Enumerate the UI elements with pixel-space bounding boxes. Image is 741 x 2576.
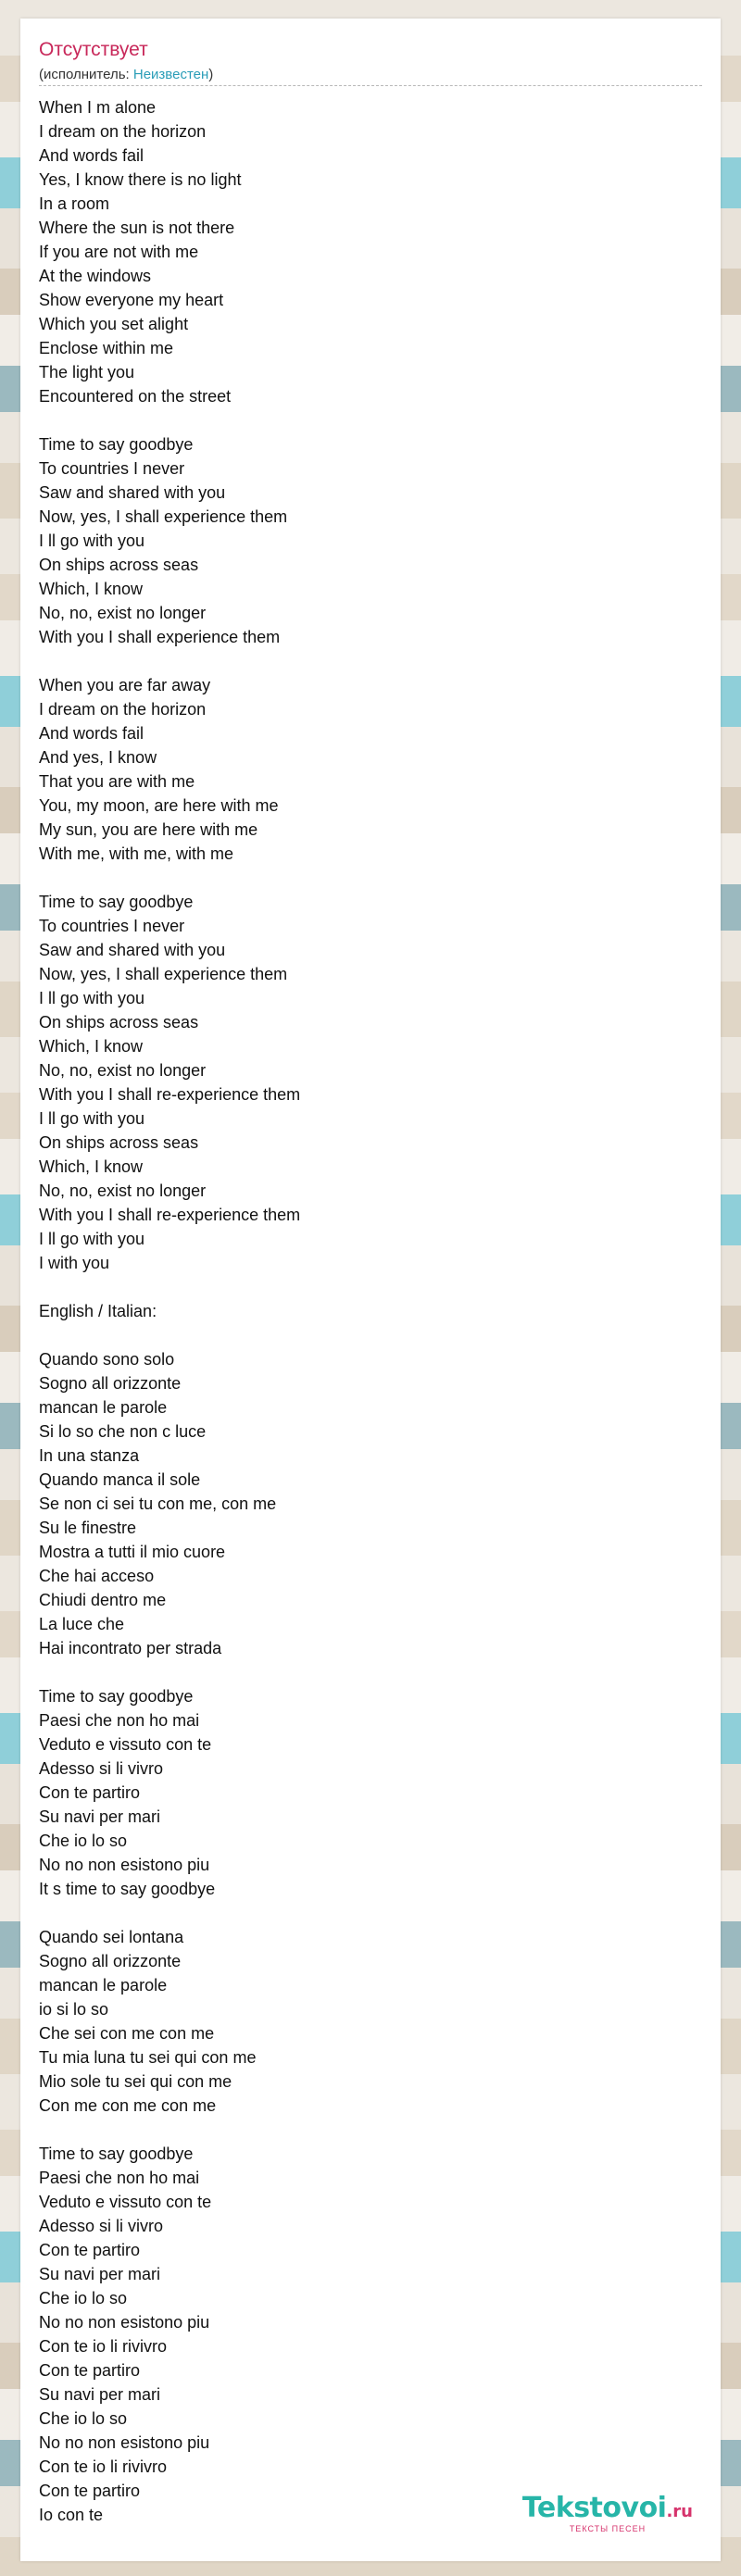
artist-prefix: (исполнитель: — [39, 67, 133, 82]
logo-tld: .ru — [666, 2502, 693, 2521]
lyrics-card — [20, 19, 721, 2561]
artist-line — [39, 68, 213, 81]
site-logo[interactable] — [521, 2492, 693, 2533]
artist-suffix: ) — [208, 67, 214, 82]
lyrics-text: When I m alone I dream on the horizon And words fail Yes, I know there is no light In a room Where the sun is not there If you are not with me At the windows Show everyone my heart Which you set alight Enclose within me The light you Encountered on the street Time to say goodbye To countries I never Saw and shared with you Now, yes, I shall experience them I ll go with you On ships across seas Which, I know No, no, exist no longer With you I shall experience them When you are far away I dream on the horizon And words fail And yes, I know That you are with me You, my moon, are here with me My sun, you are here with me With me, with me, with me Time to say goodbye To countries I never Saw and shared with you Now, yes, I shall experience them I ll go with you On ships across seas Which, I know No, no, exist no longer With you I shall re-experience them I ll go with you On ships across seas Which, I know No, no, exist no longer With you I shall re-experience them I ll go with you I with you English / Italian: Quando sono solo Sogno all orizzonte mancan le parole Si lo so che non c luce In una stanza Quando manca il sole Se non ci sei tu con me, con me Su le finestre Mostra a tutti il mio cuore Che hai acceso Chiudi dentro me La luce che Hai incontrato per strada Time to say goodbye Paesi che non ho mai Veduto e vissuto con te Adesso si li vivro Con te partiro Su navi per mari Che io lo so No no non esistono piu It s time to say goodbye Quando sei lontana Sogno all orizzonte mancan le parole io si lo so Che sei con me con me Tu mia luna tu sei qui con me Mio sole tu sei qui con me Con me con me con me Time to say goodbye Paesi che non ho mai Veduto e vissuto con te Adesso si li vivro Con te partiro Su navi per mari Che io lo so No no non esistono piu Con te io li rivivro Con te partiro Su navi per mari Che io lo so No no non esistono piu Con te io li rivivro Con te partiro Io con te — [39, 98, 301, 2524]
song-title: Отсутствует — [39, 39, 148, 60]
title-divider — [39, 85, 702, 86]
logo-tagline: ТЕКСТЫ ПЕСЕН — [569, 2524, 647, 2533]
artist-link[interactable]: Неизвестен — [132, 67, 209, 82]
logo-name: Tekstovoi — [521, 2492, 667, 2524]
logo-wordmark — [521, 2492, 693, 2524]
